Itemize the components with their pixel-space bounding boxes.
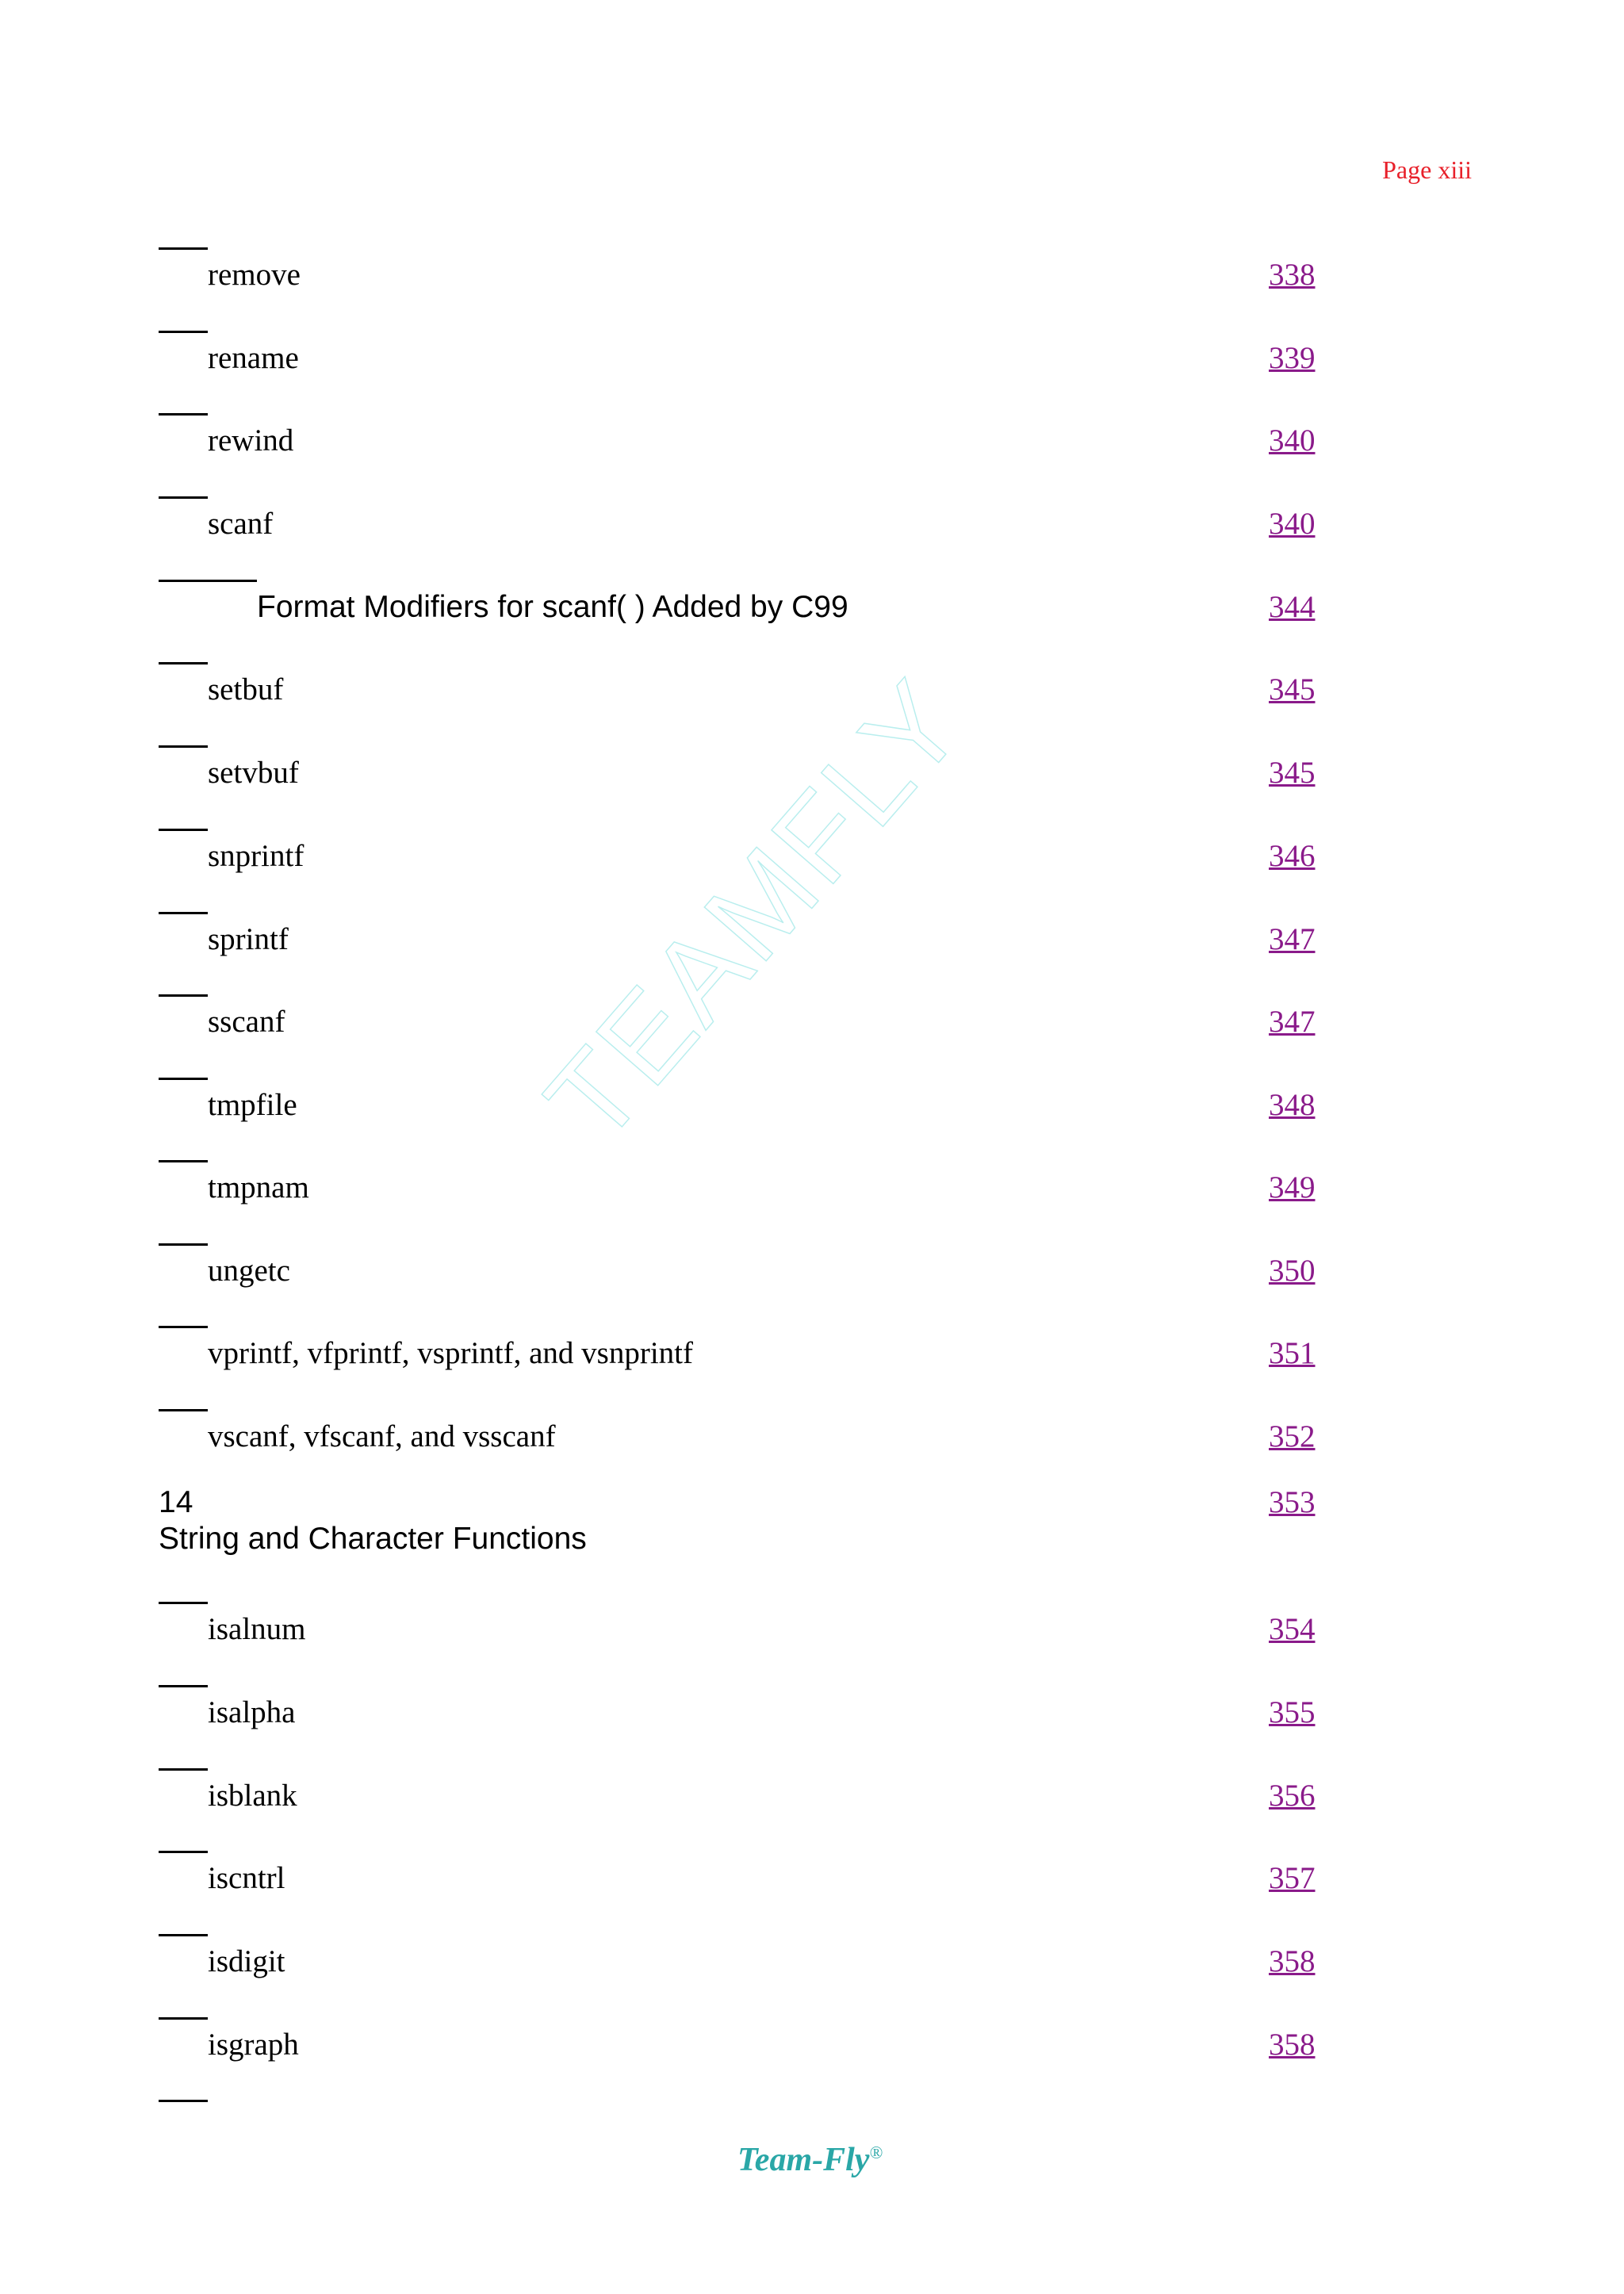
toc-page-link[interactable]: 347 bbox=[1269, 1005, 1316, 1039]
toc-row bbox=[159, 1243, 1332, 1291]
toc-page-link[interactable]: 358 bbox=[1269, 1944, 1316, 1978]
toc-indent-dash bbox=[159, 1326, 208, 1328]
toc-row bbox=[159, 829, 1332, 876]
toc-entry-title: snprintf bbox=[208, 839, 304, 873]
toc-indent-dash bbox=[159, 829, 208, 831]
toc-page-link[interactable]: 357 bbox=[1269, 1861, 1316, 1895]
toc-row bbox=[159, 413, 1332, 461]
toc-row bbox=[159, 1685, 1332, 1733]
toc-entry-title: ungetc bbox=[208, 1254, 290, 1288]
toc-page-link[interactable]: 349 bbox=[1269, 1170, 1316, 1204]
toc-page-link[interactable]: 351 bbox=[1269, 1336, 1316, 1370]
toc-page-link[interactable]: 355 bbox=[1269, 1695, 1316, 1729]
chapter-title: String and Character Functions bbox=[159, 1522, 587, 1556]
toc-row bbox=[159, 331, 1332, 378]
toc-row bbox=[159, 496, 1332, 544]
toc-entry-title: isalpha bbox=[208, 1695, 296, 1729]
toc-entry-title: sscanf bbox=[208, 1005, 285, 1039]
page-number-label: Page xiii bbox=[1382, 155, 1472, 184]
chapter-number: 14 bbox=[159, 1485, 193, 1519]
toc-row bbox=[159, 1160, 1332, 1208]
toc-row bbox=[159, 1409, 1332, 1457]
toc-indent-dash bbox=[159, 912, 208, 914]
toc-entry-title: sprintf bbox=[208, 922, 289, 956]
toc-row bbox=[159, 1934, 1332, 1982]
toc-row bbox=[159, 1078, 1332, 1125]
team-fly-logo[interactable] bbox=[737, 2141, 883, 2179]
toc-indent-dash bbox=[159, 1685, 208, 1687]
toc-entry-title: isblank bbox=[208, 1779, 297, 1813]
toc-page-link[interactable]: 347 bbox=[1269, 922, 1316, 956]
watermark-text: TEAMFLY bbox=[520, 655, 990, 1167]
toc-indent-dash bbox=[159, 994, 208, 997]
toc-page-link[interactable]: 345 bbox=[1269, 672, 1316, 707]
toc-entry-title: isdigit bbox=[208, 1944, 285, 1978]
toc-indent-dash bbox=[159, 1768, 208, 1771]
toc-row bbox=[159, 1326, 1332, 1373]
toc-page-link[interactable]: 348 bbox=[1269, 1088, 1316, 1122]
toc-row bbox=[159, 1768, 1332, 1816]
toc-indent-dash bbox=[159, 1243, 208, 1246]
toc-indent-dash bbox=[159, 580, 257, 582]
toc-page-link[interactable]: 340 bbox=[1269, 507, 1316, 541]
toc-row bbox=[159, 912, 1332, 959]
toc-entry-title: Format Modifiers for scanf( ) Added by C99 bbox=[257, 590, 848, 624]
toc-indent-dash bbox=[159, 413, 208, 416]
toc-indent-dash bbox=[159, 1851, 208, 1853]
toc-page-link[interactable]: 353 bbox=[1269, 1485, 1316, 1519]
toc-entry-title: rename bbox=[208, 341, 299, 375]
toc-indent-dash bbox=[159, 745, 208, 748]
toc-entry-title: rewind bbox=[208, 423, 294, 458]
toc-row bbox=[159, 662, 1332, 710]
toc-entry-title: scanf bbox=[208, 507, 274, 541]
toc-indent-dash bbox=[159, 331, 208, 333]
toc-row bbox=[159, 745, 1332, 793]
toc-indent-dash bbox=[159, 496, 208, 499]
toc-page-link[interactable]: 350 bbox=[1269, 1254, 1316, 1288]
footer-brand: Team-Fly bbox=[737, 2142, 870, 2178]
toc-indent-dash bbox=[159, 1934, 208, 1936]
toc-page-link[interactable]: 346 bbox=[1269, 839, 1316, 873]
toc-row bbox=[159, 2017, 1332, 2065]
toc-page-link[interactable]: 356 bbox=[1269, 1779, 1316, 1813]
toc-entry-title: isgraph bbox=[208, 2028, 299, 2062]
toc-indent-dash bbox=[159, 1078, 208, 1080]
toc-page-link[interactable]: 352 bbox=[1269, 1419, 1316, 1453]
toc-indent-dash bbox=[159, 247, 208, 250]
toc-entry-title: vprintf, vfprintf, vsprintf, and vsnprintf bbox=[208, 1336, 693, 1370]
toc-entry-title: vscanf, vfscanf, and vsscanf bbox=[208, 1419, 556, 1453]
toc-page-link[interactable]: 340 bbox=[1269, 423, 1316, 458]
toc-indent-dash bbox=[159, 1602, 208, 1604]
toc-indent-dash bbox=[159, 1160, 208, 1162]
toc-entry-title: iscntrl bbox=[208, 1861, 285, 1895]
toc-entry-title: tmpnam bbox=[208, 1170, 309, 1204]
toc-row bbox=[159, 247, 1332, 295]
toc-page-link[interactable]: 339 bbox=[1269, 341, 1316, 375]
toc-indent-dash bbox=[159, 662, 208, 664]
toc-page-link[interactable]: 344 bbox=[1269, 590, 1316, 624]
toc-entry-title: setvbuf bbox=[208, 756, 299, 790]
toc-page-link[interactable]: 358 bbox=[1269, 2028, 1316, 2062]
toc-entry-title: tmpfile bbox=[208, 1088, 297, 1122]
toc-indent-dash bbox=[159, 2017, 208, 2020]
toc-indent-dash bbox=[159, 2100, 208, 2102]
toc-page-link[interactable]: 354 bbox=[1269, 1612, 1316, 1646]
toc-page-link[interactable]: 345 bbox=[1269, 756, 1316, 790]
toc-row bbox=[159, 580, 1332, 627]
toc-entry-title: isalnum bbox=[208, 1612, 306, 1646]
toc-row bbox=[159, 1602, 1332, 1649]
toc-row bbox=[159, 1851, 1332, 1898]
registered-mark: ® bbox=[869, 2143, 883, 2162]
toc-entry-title: setbuf bbox=[208, 672, 284, 707]
toc-indent-dash bbox=[159, 1409, 208, 1411]
toc-entry-title: remove bbox=[208, 258, 301, 292]
toc-page-link[interactable]: 338 bbox=[1269, 258, 1316, 292]
toc-row bbox=[159, 994, 1332, 1042]
